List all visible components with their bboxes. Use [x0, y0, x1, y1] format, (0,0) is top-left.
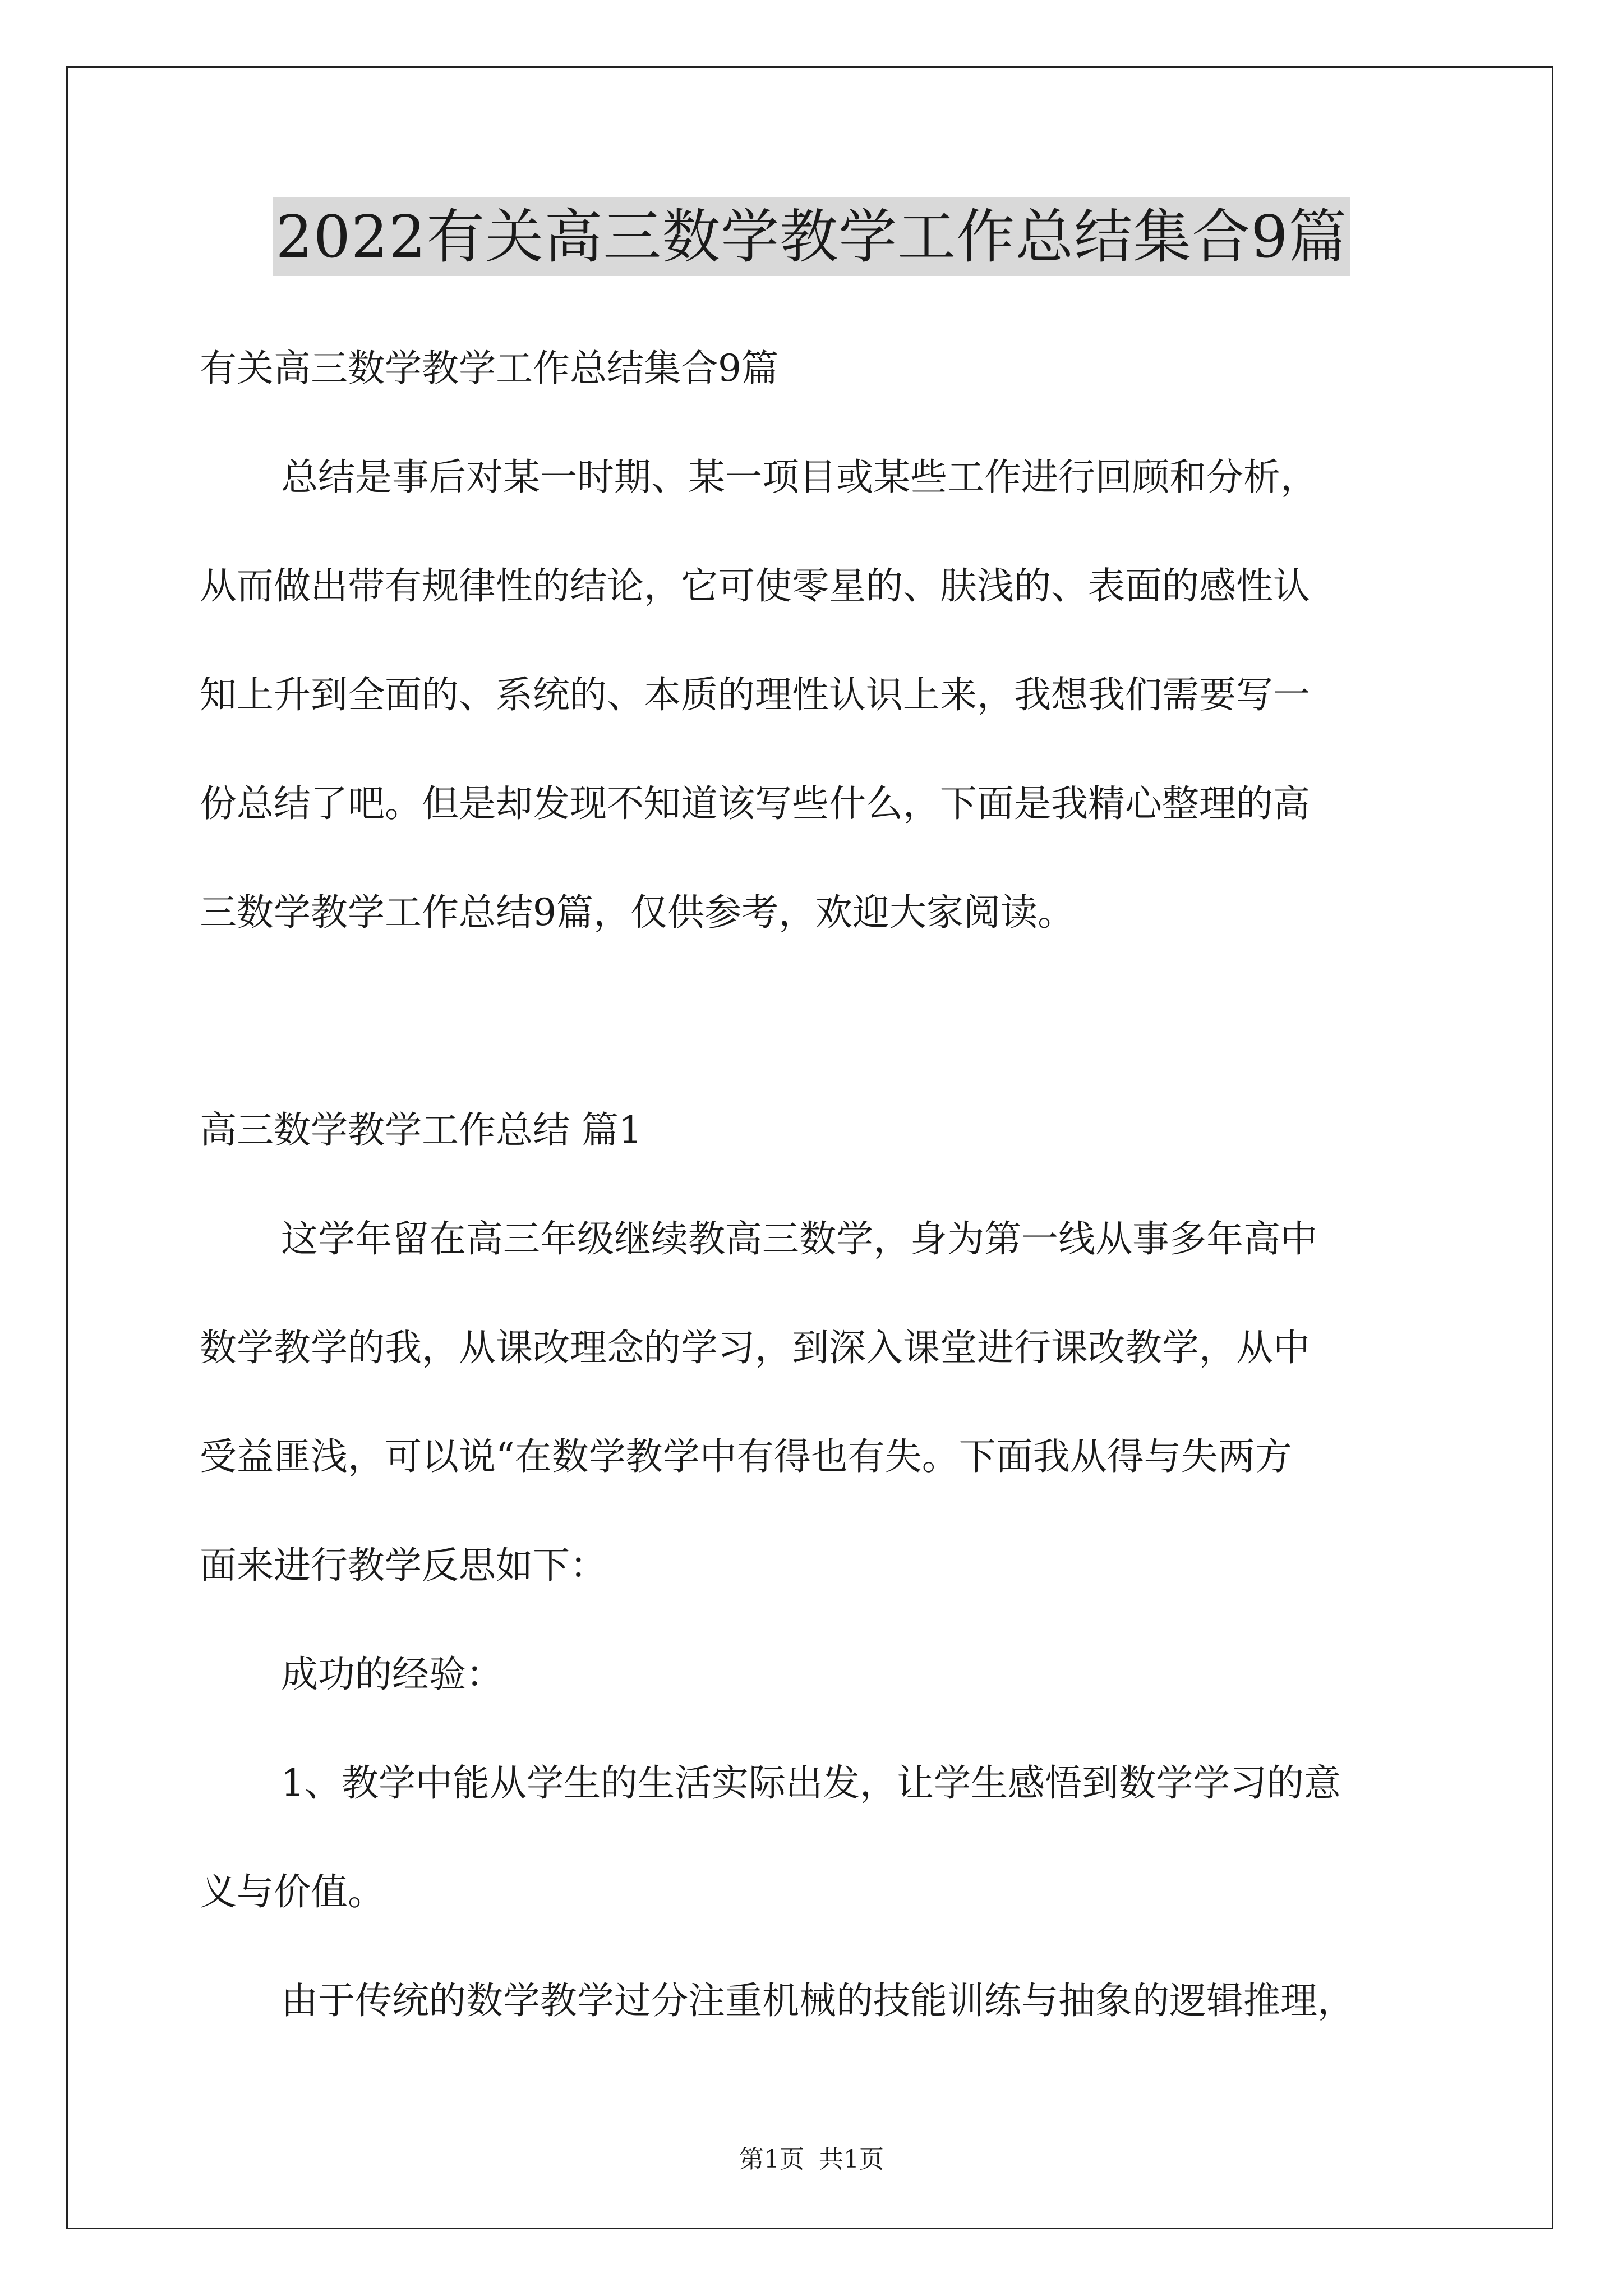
paragraph-line: 面来进行教学反思如下：: [200, 1544, 607, 1587]
document-title: 2022有关高三数学教学工作总结集合9篇: [273, 197, 1351, 276]
page-footer: [0, 2143, 1623, 2177]
subtitle-line: 有关高三数学教学工作总结集合9篇: [200, 347, 778, 390]
paragraph-line: 1、教学中能从学生的生活实际出发，让学生感悟到数学学习的意: [281, 1761, 1341, 1805]
blank-line: [200, 967, 1428, 1076]
paragraph-line: 知上升到全面的、系统的、本质的理性认识上来，我想我们需要写一: [200, 673, 1310, 716]
paragraph-line: 份总结了吧。但是却发现不知道该写些什么，下面是我精心整理的高: [200, 782, 1310, 825]
paragraph-line: 这学年留在高三年级继续教高三数学，身为第一线从事多年高中: [281, 1217, 1317, 1260]
paragraph-line: 数学教学的我，从课改理念的学习，到深入课堂进行课改教学，从中: [200, 1326, 1310, 1369]
paragraph-line: 从而做出带有规律性的结论，它可使零星的、肤浅的、表面的感性认: [200, 564, 1310, 608]
paragraph-line: 成功的经验：: [281, 1653, 503, 1696]
paragraph-line: 受益匪浅，可以说“在数学教学中有得也有失。下面我从得与失两方: [200, 1435, 1292, 1478]
title-container: [0, 197, 1623, 276]
paragraph-line: 由于传统的数学教学过分注重机械的技能训练与抽象的逻辑推理，: [281, 1979, 1354, 2022]
total-pages: 共1页: [819, 2145, 884, 2174]
document-body: [200, 314, 1428, 2055]
paragraph-line: 总结是事后对某一时期、某一项目或某些工作进行回顾和分析，: [281, 455, 1317, 499]
paragraph-line: 义与价值。: [200, 1870, 385, 1913]
section-heading: 高三数学教学工作总结 篇1: [200, 1108, 642, 1152]
page-number: 第1页: [739, 2145, 804, 2174]
paragraph-line: 三数学教学工作总结9篇，仅供参考，欢迎大家阅读。: [200, 891, 1075, 934]
